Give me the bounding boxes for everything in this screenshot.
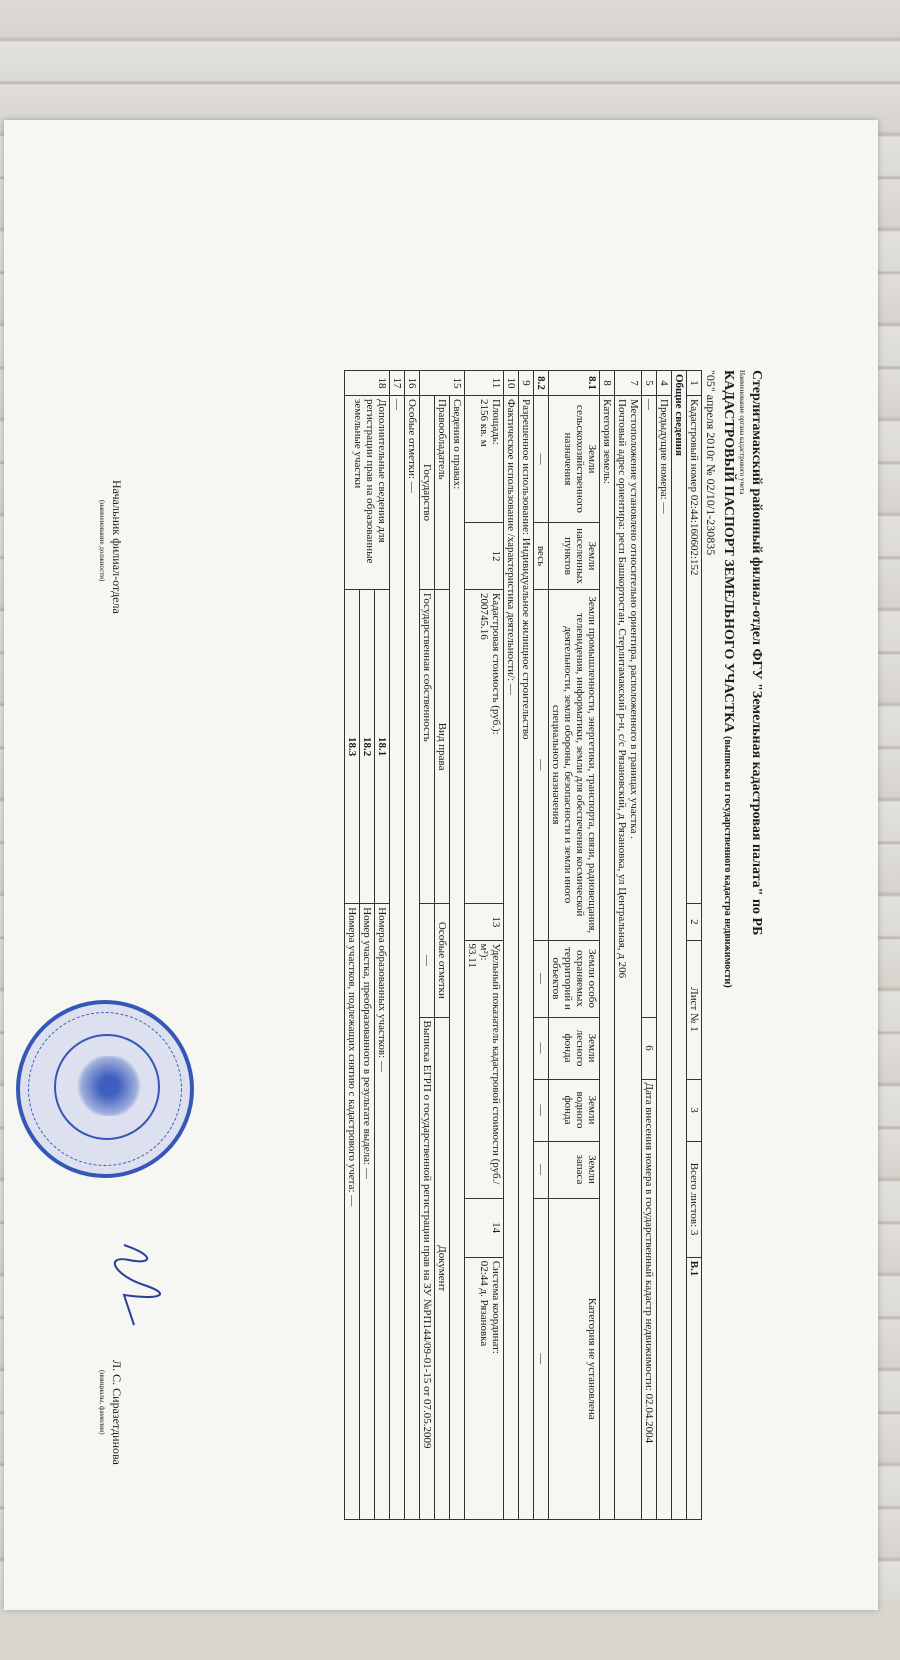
cell-dash: —	[534, 590, 549, 941]
category-unset: Категория не установлена	[549, 1198, 600, 1519]
land-category-label: Категория земель:	[600, 396, 615, 1520]
document-header: Документ	[435, 1017, 450, 1519]
special-marks: Особые отметки: —	[405, 396, 420, 1520]
row-number: 8.2	[534, 371, 549, 396]
row-number: 5	[642, 371, 657, 396]
row-number: 3	[687, 1079, 702, 1141]
row-number: 6	[642, 1017, 657, 1079]
category-agricultural: Земли сельскохозяйственного назначения	[549, 396, 600, 523]
category-reserve: Земли запаса	[549, 1141, 600, 1198]
row-number: 12	[465, 523, 504, 590]
row-number: 18.1	[375, 590, 390, 904]
row-number: 2	[687, 904, 702, 940]
sheets-total: Всего листов: 3	[687, 1141, 702, 1257]
row17-value: —	[390, 396, 405, 1520]
registration-date: Дата внесения номера в государственный кадастр недвижимости: 02.04.2004	[642, 1079, 657, 1519]
actual-use: Фактическое использование /характеристика деятельности/: —	[504, 396, 519, 1520]
official-stamp	[16, 1000, 194, 1178]
additional-info: Дополнительные сведения для регистрации прав на образованные земельные участки	[345, 396, 390, 590]
cell-dash: —	[534, 1198, 549, 1519]
row5-value: —	[642, 396, 657, 1018]
row-number: 13	[465, 904, 504, 940]
row-number: 17	[390, 371, 405, 396]
signer-name: Л. С. Сиразетдинова	[110, 1360, 124, 1465]
row-number: 16	[405, 371, 420, 396]
document-sheet	[4, 120, 878, 1610]
previous-numbers: Предыдущие номера: —	[657, 396, 672, 1520]
category-forest: Земли лесного фонда	[549, 1017, 600, 1079]
sheet-number: Лист № 1	[687, 940, 702, 1079]
category-settlements: Земли населенных пунктов	[549, 523, 600, 590]
row-number: 4	[657, 371, 672, 396]
rotated-document	[14, 360, 774, 1660]
cadastral-number: Кадастровый номер 02:44:160602:152	[687, 396, 702, 904]
row-number: 18.3	[345, 590, 360, 904]
special-notes-header: Особые отметки	[435, 904, 450, 1017]
row-number: 8.1	[549, 371, 600, 396]
right-type-header: Вид права	[435, 590, 450, 904]
signer-position: Начальник филиал-отдела	[110, 480, 124, 614]
category-industry: Земли промышленности, энергетики, транспорта, связи, радиовещания, телевидения, информатики, земли для обеспечения космической деятельности, земли обороны, безопасности и земли иного специального назначения	[549, 590, 600, 941]
signature-icon	[104, 1240, 164, 1330]
owner-header: Правообладатель	[435, 396, 450, 590]
area: Площадь: 2156 кв. м	[465, 396, 504, 523]
row-number: 14	[465, 1198, 504, 1257]
category-water: Земли водного фонда	[549, 1079, 600, 1141]
doc-title: КАДАСТРОВЫЙ ПАСПОРТ ЗЕМЕЛЬНОГО УЧАСТКА (выписка из государственного кадастра недвижимости)	[721, 370, 736, 988]
row-number: 11	[465, 371, 504, 396]
cell-dash: —	[534, 1017, 549, 1079]
category-protected: Земли особо охраняемых территорий и объектов	[549, 940, 600, 1017]
row-number: 15	[420, 371, 465, 396]
org-caption: Наименование органа кадастрового учета	[738, 370, 746, 495]
cell-dash: —	[534, 940, 549, 1017]
cell-dash: —	[534, 396, 549, 523]
allocated-plot: Номер участка, преобразованного в результате выдела: —	[360, 904, 375, 1520]
signer-position-caption: (наименование должности)	[98, 500, 106, 582]
rights-title: Сведения о правах:	[450, 396, 465, 1520]
location: Местоположение установлено относительно ориентира, расположенного в границах участка . Почтовый адрес ориентира: респ Башкортостан, Стерлитамакский р-н, с/с Рязановский, д Рязановка, ул Центральная, д 206	[615, 396, 642, 1520]
permitted-use: Разрешенное использование: Индивидуальное жилищное строительство	[519, 396, 534, 1520]
formed-plots: Номера образованных участков: —	[375, 904, 390, 1520]
owner-value: Государство	[420, 396, 435, 590]
coat-of-arms-icon	[74, 1056, 144, 1116]
doc-date-line: "05" апреля 2010г № 02/10/1-230835	[704, 370, 718, 556]
row-number: 18	[345, 371, 390, 396]
row-number: 7	[615, 371, 642, 396]
unit-value: Удельный показатель кадастровой стоимости (руб./м²): 93.11	[465, 940, 504, 1198]
doc-title-note: (выписка из государственного кадастра недвижимости)	[722, 736, 733, 988]
org-name: Стерлитамакский районный филиал-отдел ФГУ "Земельная кадастровая палата" по РБ	[749, 370, 764, 936]
right-type-value: Государственная собственность	[420, 590, 435, 904]
row-number: 9	[519, 371, 534, 396]
cadastral-value: Кадастровая стоимость (руб.): 200745.16	[465, 590, 504, 904]
row-number: 8	[600, 371, 615, 396]
removed-plots: Номера участков, подлежащих снятию с кадастрового учета: —	[345, 904, 360, 1520]
coordinate-system: Система координат: 02:44 д. Рязановка	[465, 1257, 504, 1519]
row-number: 10	[504, 371, 519, 396]
passport-table	[344, 370, 702, 1520]
document-value: Выписка ЕГРП о государственной регистрации прав на ЗУ №РП144/09-01-15 от 07.05.2009	[420, 1017, 435, 1519]
section-general: Общие сведения	[672, 371, 687, 1520]
row-number: 18.2	[360, 590, 375, 904]
special-notes-value: —	[420, 904, 435, 1017]
signer-name-caption: (инициалы, фамилия)	[98, 1370, 106, 1435]
cell-dash: —	[534, 1079, 549, 1141]
form-code: В.1	[687, 1257, 702, 1519]
row-number: 1	[687, 371, 702, 396]
cell-dash: —	[534, 1141, 549, 1198]
cell-all: весь	[534, 523, 549, 590]
